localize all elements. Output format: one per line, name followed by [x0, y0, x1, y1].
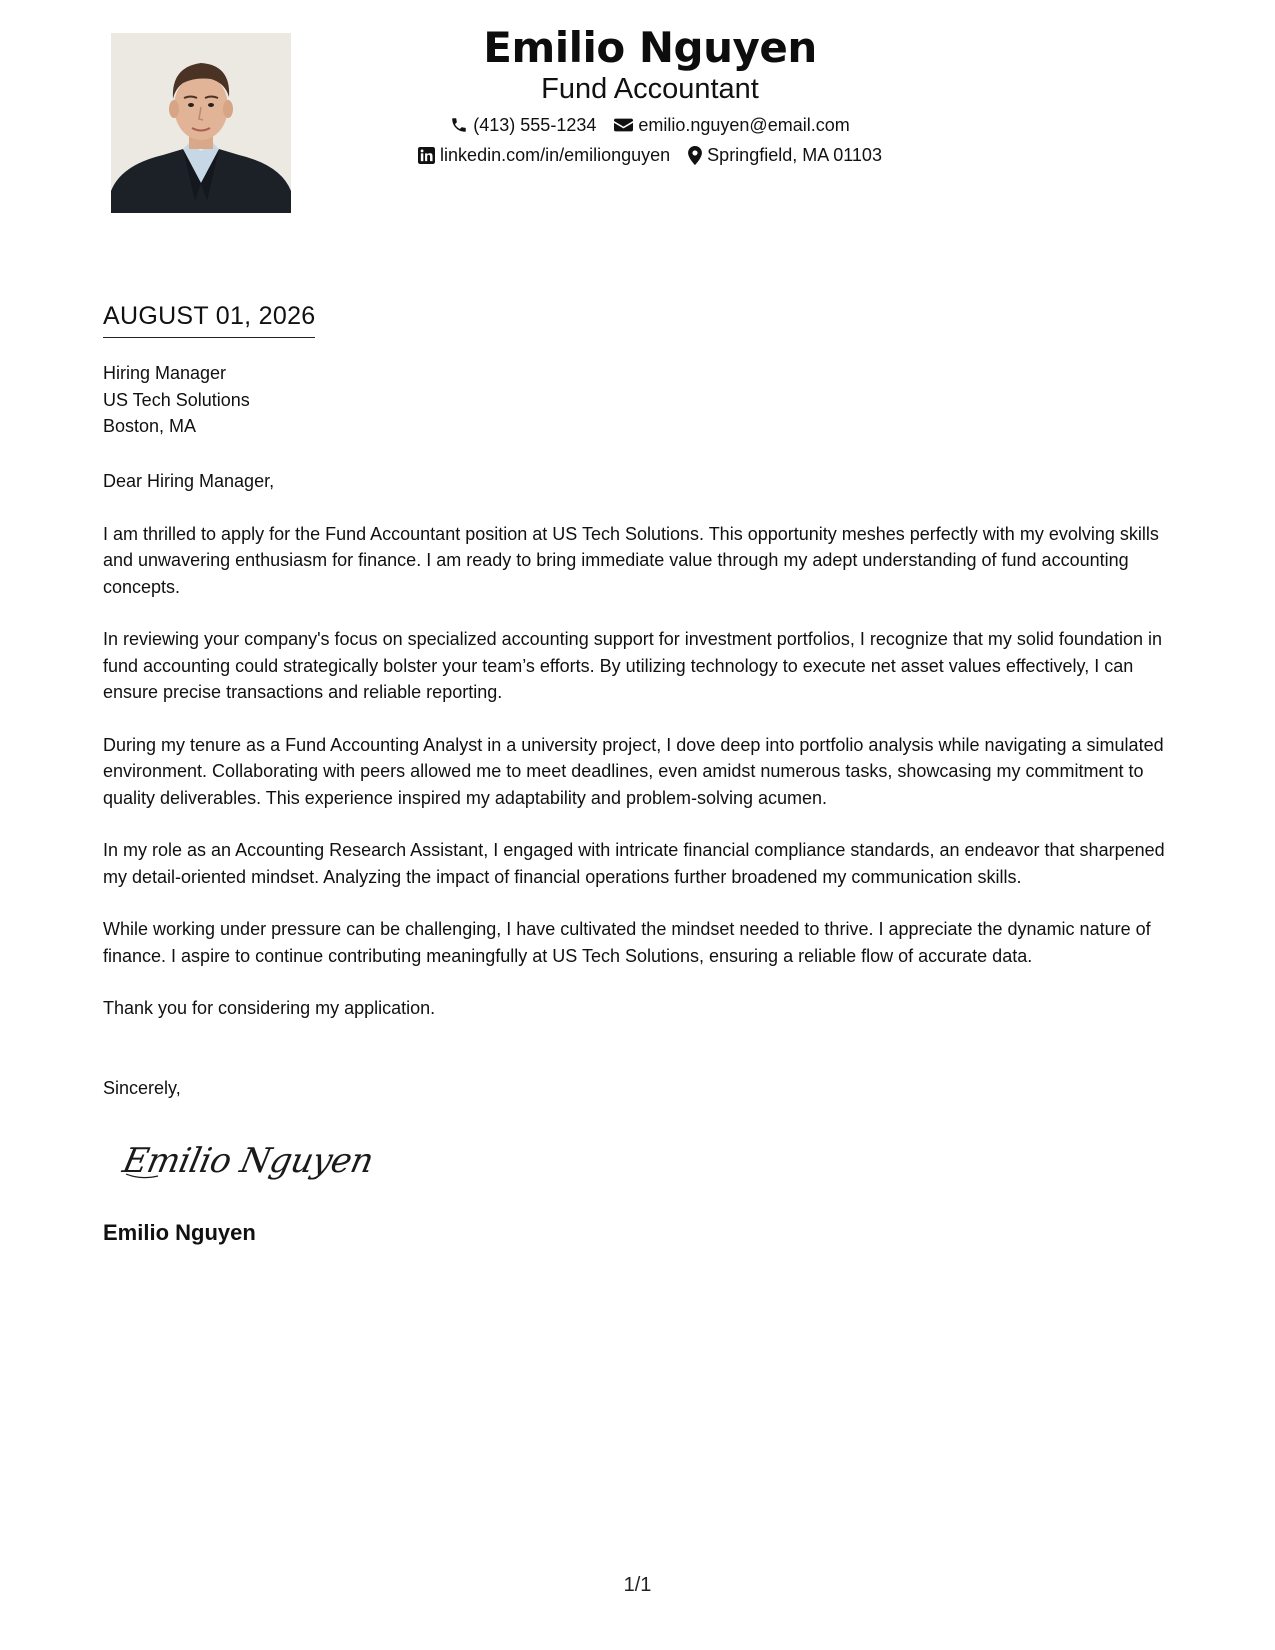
linkedin-text: linkedin.com/in/emilionguyen	[440, 145, 671, 165]
body-paragraph: While working under pressure can be challenging, I have cultivated the mindset needed to thrive. I appreciate the dynamic nature of finance. I aspire to continue contributing meaningfully at US Tech Solutions, ensuring a reliable flow of accurate data.	[103, 919, 1151, 966]
linkedin-icon	[418, 147, 435, 164]
map-pin-icon	[688, 146, 702, 165]
location-contact	[688, 144, 882, 166]
applicant-title: Fund Accountant	[541, 73, 759, 105]
body-paragraph: I am thrilled to apply for the Fund Accountant position at US Tech Solutions. This opportunity meshes perfectly with my evolving skills and unwavering enthusiasm for finance. I am ready to bring immediate value through my adept understanding of fund accounting concepts.	[103, 523, 1159, 597]
resume-header	[330, 22, 970, 166]
phone-contact[interactable]	[450, 114, 596, 136]
salutation: Dear Hiring Manager,	[103, 471, 275, 491]
phone-text: (413) 555-1234	[473, 115, 597, 135]
recipient-block	[103, 360, 250, 440]
phone-icon	[450, 116, 468, 134]
closing: Sincerely,	[103, 1078, 181, 1098]
svg-text:Emilio Nguyen: Emilio Nguyen	[119, 1141, 377, 1181]
contact-row-2	[330, 144, 970, 166]
email-contact[interactable]	[614, 114, 849, 136]
body-paragraph: In my role as an Accounting Research Assistant, I engaged with intricate financial compliance standards, an endeavor that sharpened my detail-oriented mindset. Analyzing the impact of financial operations further broadened my communication skills.	[103, 840, 1165, 887]
letter-date: AUGUST 01, 2026	[103, 301, 315, 338]
recipient-name: Hiring Manager	[103, 363, 227, 383]
location-text: Springfield, MA 01103	[707, 145, 882, 165]
signer-name: Emilio Nguyen	[103, 1220, 256, 1245]
applicant-name: Emilio Nguyen	[483, 23, 817, 72]
letter-body	[103, 468, 1183, 1048]
handwritten-signature	[119, 1130, 377, 1195]
envelope-icon	[614, 117, 633, 133]
linkedin-contact[interactable]	[418, 144, 670, 166]
page-number: 1/1	[623, 1574, 652, 1596]
recipient-company: US Tech Solutions	[103, 389, 250, 410]
body-paragraph: During my tenure as a Fund Accounting Analyst in a university project, I dove deep into portfolio analysis while navigating a simulated environment. Collaborating with peers allowed me to meet deadlines, even amidst numerous tasks, showcasing my commitment to quality deliverables. This experience inspired my adaptability and problem-solving acumen.	[103, 734, 1164, 808]
body-paragraph: In reviewing your company's focus on specialized accounting support for investment portfolios, I recognize that my solid foundation in fund accounting could strategically bolster your team’s efforts. By utilizing technology to execute net asset values effectively, I can ensure precise transactions and reliable reporting.	[103, 629, 1163, 702]
email-text: emilio.nguyen@email.com	[638, 115, 850, 135]
thank-you-line: Thank you for considering my application.	[103, 998, 436, 1018]
recipient-location: Boston, MA	[103, 416, 197, 436]
profile-photo	[111, 33, 291, 213]
contact-row-1	[330, 114, 970, 136]
